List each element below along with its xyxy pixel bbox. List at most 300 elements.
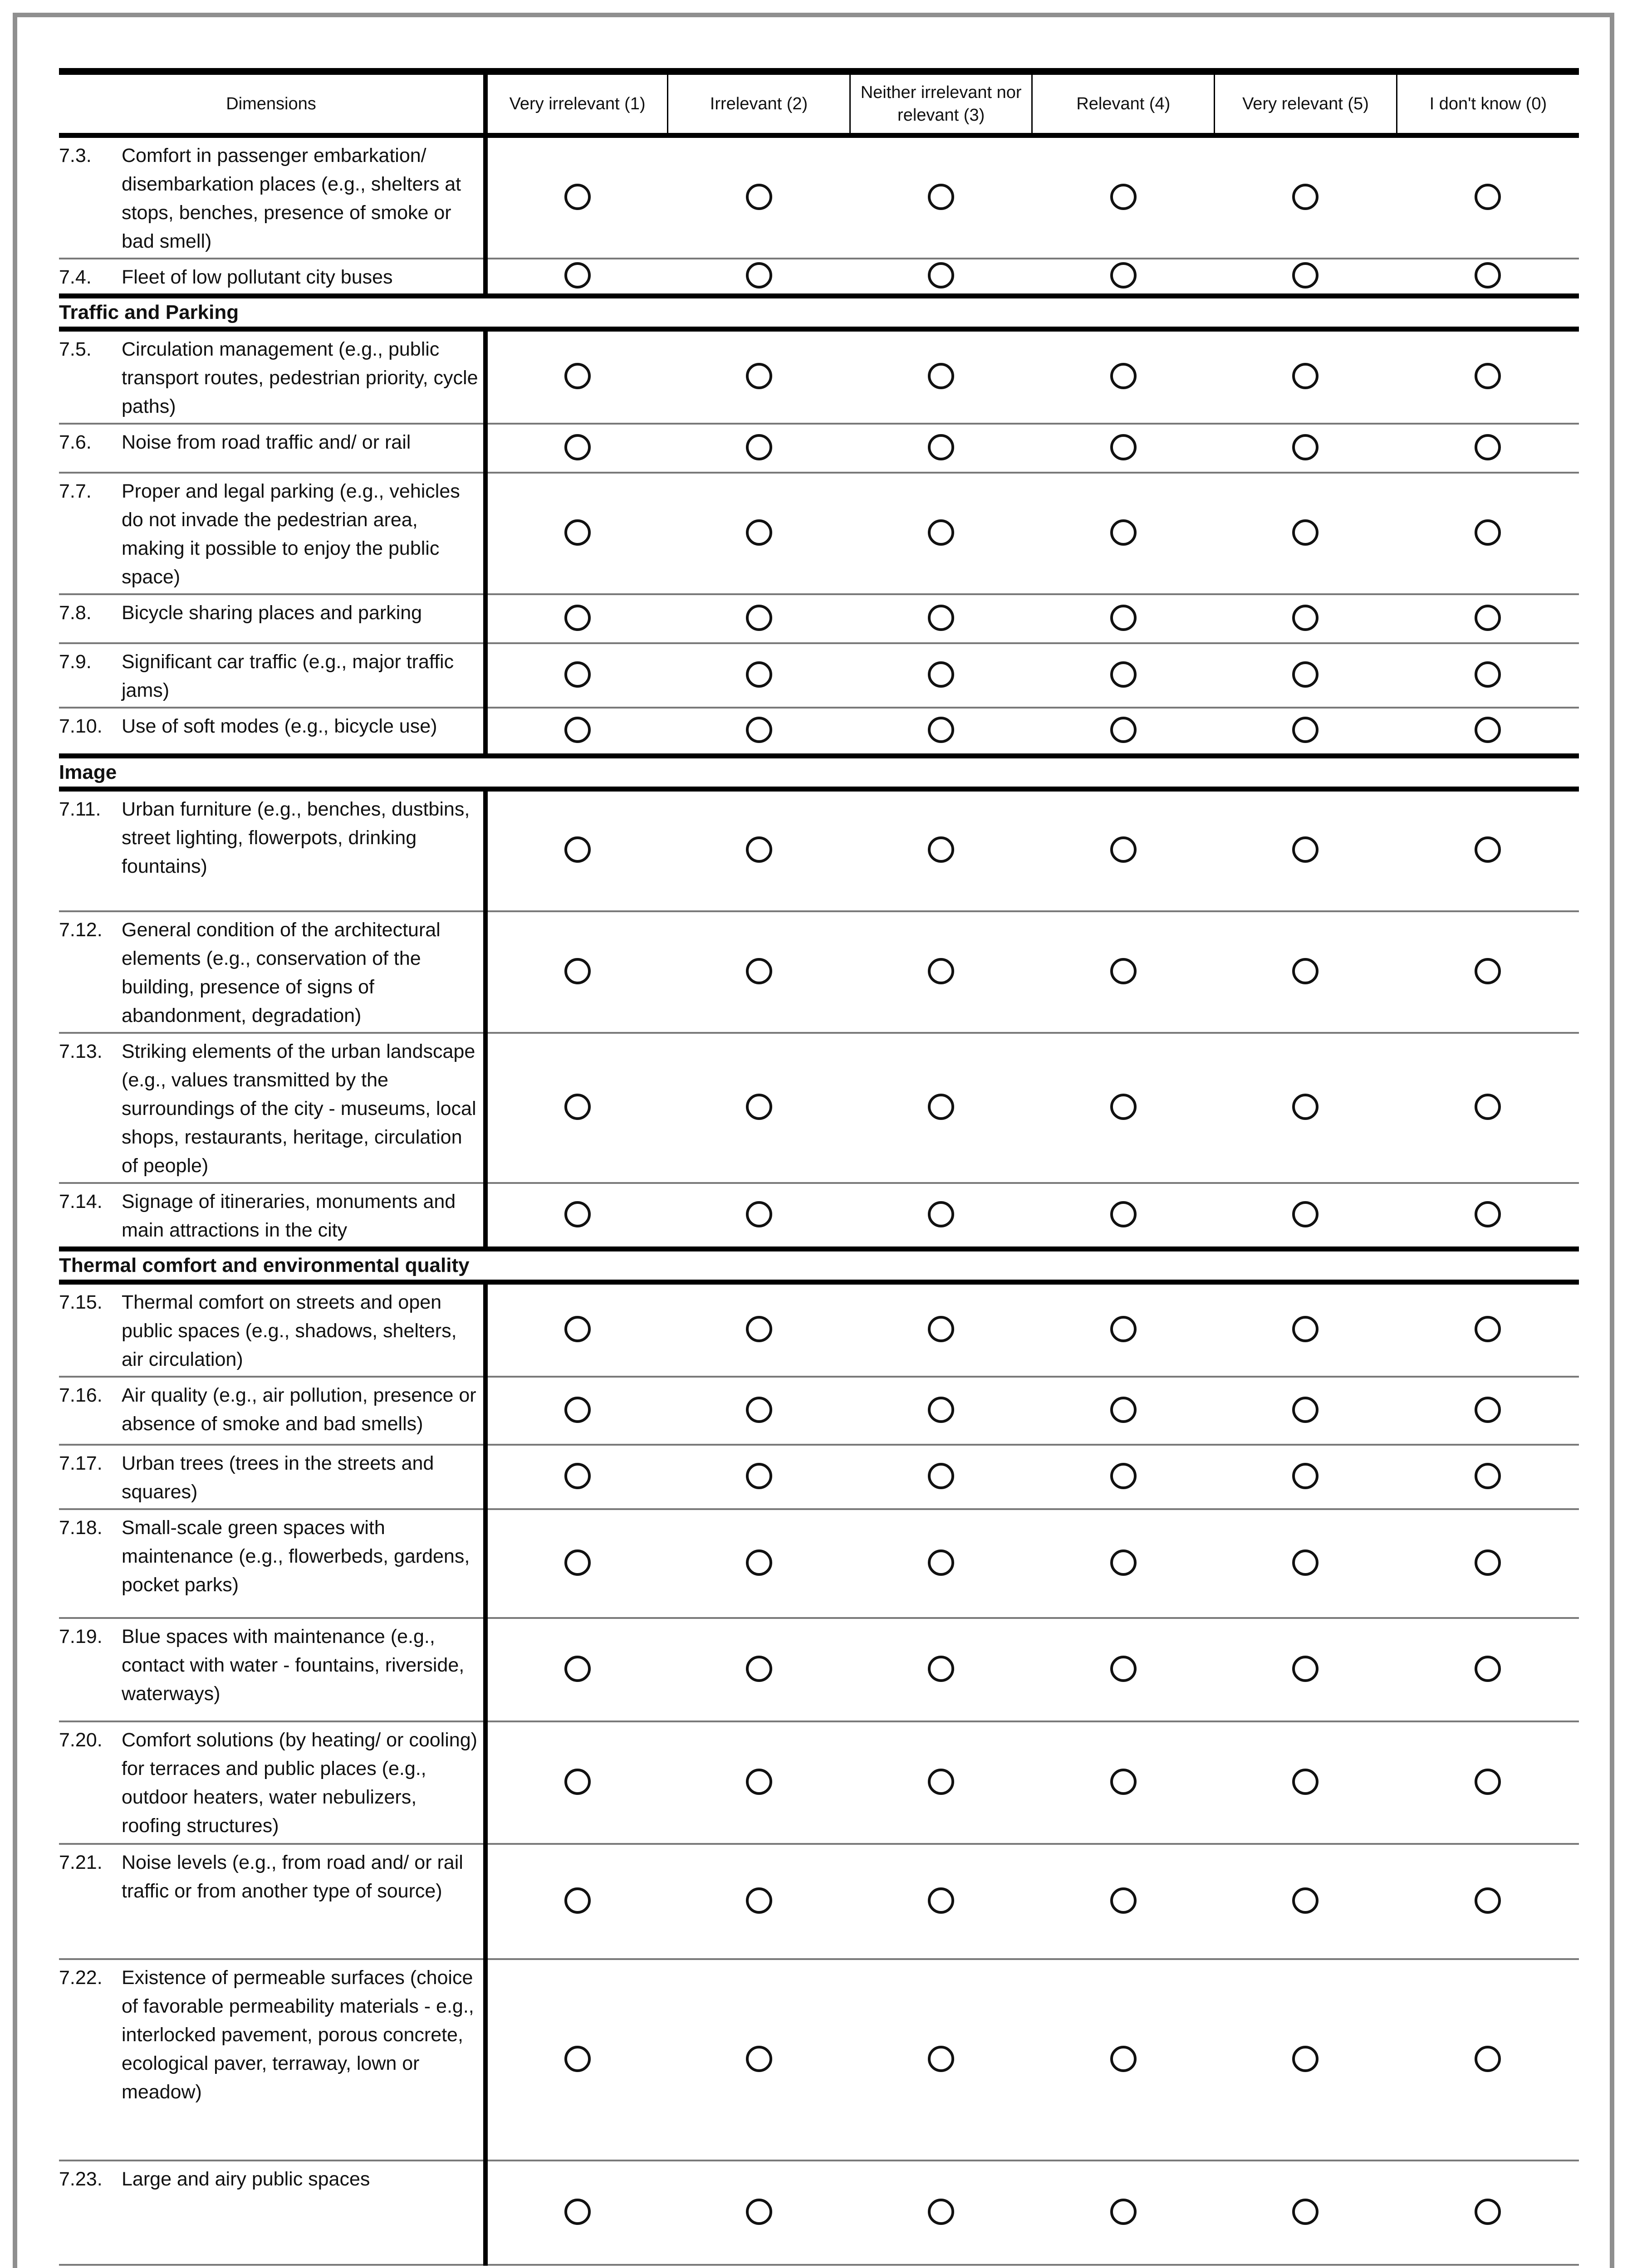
option-cell <box>1032 1959 1215 2160</box>
radio-relevant[interactable] <box>1110 184 1137 210</box>
option-cell <box>1397 136 1579 259</box>
radio-dont-know[interactable] <box>1475 1549 1501 1576</box>
item-text: General condition of the architectural elements (e.g., conservation of the building, presence of signs of abandonment, degradation) <box>122 919 441 1026</box>
item-number: 7.9. <box>59 651 92 673</box>
radio-neither[interactable] <box>928 1549 954 1576</box>
option-cell <box>668 789 850 911</box>
radio-very-relevant[interactable] <box>1292 836 1318 863</box>
radio-very-relevant[interactable] <box>1292 958 1318 984</box>
option-cell <box>1032 1033 1215 1183</box>
radio-irrelevant[interactable] <box>746 1549 772 1576</box>
table-row <box>59 911 1579 1033</box>
item-text: Striking elements of the urban landscape (e.g., values transmitted by the surroundings of the city - museums, local shops, restaurants, heritage, circulation of people) <box>122 1041 476 1177</box>
section-title: Thermal comfort and environmental quality <box>59 1249 1579 1282</box>
radio-irrelevant[interactable] <box>746 262 772 288</box>
item-cell <box>59 2160 485 2265</box>
radio-relevant[interactable] <box>1110 1549 1137 1576</box>
radio-neither[interactable] <box>928 363 954 389</box>
item-number: 7.14. <box>59 1191 103 1212</box>
option-cell <box>1032 1844 1215 1959</box>
radio-dont-know[interactable] <box>1475 836 1501 863</box>
radio-very-relevant[interactable] <box>1292 605 1318 631</box>
item-cell <box>59 1959 485 2160</box>
radio-very-relevant[interactable] <box>1292 1397 1318 1423</box>
radio-relevant[interactable] <box>1110 1769 1137 1795</box>
item-text: Urban furniture (e.g., benches, dustbins, street lighting, flowerpots, drinking fountains) <box>122 798 470 877</box>
table-row <box>59 329 1579 424</box>
option-cell <box>1032 1721 1215 1844</box>
item-text: Comfort solutions (by heating/ or cooling) for terraces and public places (e.g., outdoor heaters, water nebulizers, roofing structures) <box>122 1729 477 1837</box>
radio-very-irrelevant[interactable] <box>564 1316 591 1342</box>
radio-neither[interactable] <box>928 184 954 210</box>
table-row <box>59 1282 1579 1377</box>
option-cell <box>1215 329 1397 424</box>
option-header-dont-know: I don't know (0) <box>1397 72 1579 136</box>
option-cell <box>668 1618 850 1721</box>
option-cell <box>1215 1509 1397 1618</box>
item-number: 7.23. <box>59 2168 103 2190</box>
item-text: Thermal comfort on streets and open public spaces (e.g., shadows, shelters, air circulation) <box>122 1291 457 1370</box>
option-cell <box>485 1721 668 1844</box>
option-cell <box>1215 1844 1397 1959</box>
radio-dont-know[interactable] <box>1475 519 1501 546</box>
radio-dont-know[interactable] <box>1475 1094 1501 1120</box>
option-cell <box>485 136 668 259</box>
radio-relevant[interactable] <box>1110 836 1137 863</box>
radio-very-relevant[interactable] <box>1292 184 1318 210</box>
item-text: Existence of permeable surfaces (choice of favorable permeability materials - e.g., interlocked pavement, porous concrete, ecological paver, terraway, lown or meadow) <box>122 1967 474 2103</box>
item-text: Air quality (e.g., air pollution, presence or absence of smoke and bad smells) <box>122 1384 476 1435</box>
option-cell <box>1397 1618 1579 1721</box>
item-number: 7.3. <box>59 145 92 166</box>
item-number: 7.11. <box>59 798 101 820</box>
table-row <box>59 1959 1579 2160</box>
radio-very-relevant[interactable] <box>1292 2046 1318 2072</box>
radio-very-irrelevant[interactable] <box>564 605 591 631</box>
item-number: 7.5. <box>59 338 92 360</box>
item-cell <box>59 1445 485 1509</box>
option-cell <box>1032 594 1215 643</box>
radio-dont-know[interactable] <box>1475 434 1501 460</box>
section-title: Traffic and Parking <box>59 296 1579 329</box>
option-cell <box>485 329 668 424</box>
item-cell <box>59 424 485 473</box>
radio-dont-know[interactable] <box>1475 1201 1501 1227</box>
option-header-very-relevant: Very relevant (5) <box>1215 72 1397 136</box>
item-text: Small-scale green spaces with maintenance (e.g., flowerbeds, gardens, pocket parks) <box>122 1517 470 1596</box>
option-cell <box>1215 708 1397 756</box>
radio-dont-know[interactable] <box>1475 717 1501 743</box>
radio-very-irrelevant[interactable] <box>564 1656 591 1682</box>
option-cell <box>850 259 1032 296</box>
radio-dont-know[interactable] <box>1475 2046 1501 2072</box>
item-cell <box>59 136 485 259</box>
radio-irrelevant[interactable] <box>746 1656 772 1682</box>
option-cell <box>1032 708 1215 756</box>
radio-very-relevant[interactable] <box>1292 1887 1318 1914</box>
item-cell <box>59 329 485 424</box>
option-cell <box>1397 1282 1579 1377</box>
option-cell <box>850 2160 1032 2265</box>
option-cell <box>485 1959 668 2160</box>
radio-dont-know[interactable] <box>1475 262 1501 288</box>
item-text: Fleet of low pollutant city buses <box>122 266 393 288</box>
option-cell <box>1397 1445 1579 1509</box>
radio-neither[interactable] <box>928 1463 954 1489</box>
item-number: 7.4. <box>59 266 92 288</box>
item-number: 7.7. <box>59 480 92 502</box>
radio-very-irrelevant[interactable] <box>564 1397 591 1423</box>
table-row <box>59 1445 1579 1509</box>
radio-irrelevant[interactable] <box>746 836 772 863</box>
radio-neither[interactable] <box>928 1094 954 1120</box>
radio-dont-know[interactable] <box>1475 1463 1501 1489</box>
option-cell <box>485 473 668 594</box>
radio-neither[interactable] <box>928 434 954 460</box>
radio-irrelevant[interactable] <box>746 434 772 460</box>
item-text: Blue spaces with maintenance (e.g., contact with water - fountains, riverside, waterways) <box>122 1626 465 1705</box>
section-header-row <box>59 1249 1579 1282</box>
radio-relevant[interactable] <box>1110 262 1137 288</box>
option-cell <box>668 1377 850 1445</box>
option-cell <box>1215 911 1397 1033</box>
option-cell <box>1215 136 1397 259</box>
radio-dont-know[interactable] <box>1475 363 1501 389</box>
item-cell <box>59 708 485 756</box>
radio-neither[interactable] <box>928 1201 954 1227</box>
radio-dont-know[interactable] <box>1475 184 1501 210</box>
item-cell <box>59 1183 485 1249</box>
item-text: Large and airy public spaces <box>122 2168 370 2190</box>
radio-very-relevant[interactable] <box>1292 262 1318 288</box>
option-cell <box>1215 259 1397 296</box>
radio-dont-know[interactable] <box>1475 605 1501 631</box>
option-cell <box>485 1844 668 1959</box>
radio-relevant[interactable] <box>1110 1094 1137 1120</box>
option-cell <box>1215 2160 1397 2265</box>
item-cell <box>59 1033 485 1183</box>
option-cell <box>1397 643 1579 708</box>
radio-very-irrelevant[interactable] <box>564 1887 591 1914</box>
radio-irrelevant[interactable] <box>746 661 772 688</box>
table-row <box>59 1844 1579 1959</box>
option-cell <box>850 594 1032 643</box>
item-cell <box>59 789 485 911</box>
item-text: Bicycle sharing places and parking <box>122 602 422 624</box>
radio-very-irrelevant[interactable] <box>564 836 591 863</box>
dimensions-header: Dimensions <box>59 72 485 136</box>
option-cell <box>1397 473 1579 594</box>
item-cell <box>59 1618 485 1721</box>
radio-relevant[interactable] <box>1110 1463 1137 1489</box>
radio-relevant[interactable] <box>1110 661 1137 688</box>
radio-dont-know[interactable] <box>1475 1656 1501 1682</box>
option-cell <box>1397 1377 1579 1445</box>
radio-relevant[interactable] <box>1110 1397 1137 1423</box>
radio-relevant[interactable] <box>1110 2046 1137 2072</box>
option-cell <box>485 1282 668 1377</box>
option-cell <box>485 643 668 708</box>
option-cell <box>485 1183 668 1249</box>
radio-neither[interactable] <box>928 1316 954 1342</box>
option-cell <box>485 259 668 296</box>
radio-neither[interactable] <box>928 605 954 631</box>
radio-neither[interactable] <box>928 262 954 288</box>
option-cell <box>485 708 668 756</box>
radio-very-irrelevant[interactable] <box>564 1094 591 1120</box>
option-cell <box>1215 473 1397 594</box>
table-row <box>59 1509 1579 1618</box>
option-cell <box>850 424 1032 473</box>
radio-very-irrelevant[interactable] <box>564 1463 591 1489</box>
option-cell <box>668 473 850 594</box>
option-cell <box>668 911 850 1033</box>
option-cell <box>1397 2160 1579 2265</box>
item-text: Proper and legal parking (e.g., vehicles do not invade the pedestrian area, making it possible to enjoy the public space) <box>122 480 460 588</box>
option-cell <box>1215 1721 1397 1844</box>
radio-very-irrelevant[interactable] <box>564 2046 591 2072</box>
item-cell <box>59 1509 485 1618</box>
item-number: 7.13. <box>59 1041 103 1062</box>
option-cell <box>485 1445 668 1509</box>
radio-neither[interactable] <box>928 2199 954 2225</box>
radio-very-irrelevant[interactable] <box>564 434 591 460</box>
table-row <box>59 643 1579 708</box>
radio-irrelevant[interactable] <box>746 1316 772 1342</box>
option-cell <box>1397 1033 1579 1183</box>
option-cell <box>1215 594 1397 643</box>
option-cell <box>485 1033 668 1183</box>
radio-irrelevant[interactable] <box>746 1463 772 1489</box>
radio-very-irrelevant[interactable] <box>564 1549 591 1576</box>
radio-neither[interactable] <box>928 1397 954 1423</box>
item-text: Noise levels (e.g., from road and/ or rail traffic or from another type of source) <box>122 1852 463 1902</box>
table-header-row <box>59 72 1579 136</box>
option-cell <box>1032 259 1215 296</box>
radio-relevant[interactable] <box>1110 434 1137 460</box>
item-number: 7.19. <box>59 1626 103 1647</box>
option-cell <box>1397 1509 1579 1618</box>
radio-very-irrelevant[interactable] <box>564 661 591 688</box>
option-cell <box>1215 1033 1397 1183</box>
option-cell <box>1032 136 1215 259</box>
table-row <box>59 424 1579 473</box>
option-cell <box>485 1509 668 1618</box>
radio-relevant[interactable] <box>1110 717 1137 743</box>
radio-very-irrelevant[interactable] <box>564 1769 591 1795</box>
option-cell <box>1032 1183 1215 1249</box>
option-cell <box>1397 708 1579 756</box>
radio-relevant[interactable] <box>1110 1201 1137 1227</box>
item-cell <box>59 1844 485 1959</box>
radio-neither[interactable] <box>928 2046 954 2072</box>
option-cell <box>1397 329 1579 424</box>
radio-very-relevant[interactable] <box>1292 2199 1318 2225</box>
radio-very-relevant[interactable] <box>1292 363 1318 389</box>
radio-irrelevant[interactable] <box>746 1769 772 1795</box>
table-row <box>59 594 1579 643</box>
option-cell <box>668 424 850 473</box>
radio-very-irrelevant[interactable] <box>564 717 591 743</box>
radio-irrelevant[interactable] <box>746 2199 772 2225</box>
option-cell <box>1215 1377 1397 1445</box>
item-text: Circulation management (e.g., public transport routes, pedestrian priority, cycle paths) <box>122 338 478 417</box>
radio-relevant[interactable] <box>1110 2199 1137 2225</box>
item-number: 7.6. <box>59 431 92 453</box>
radio-very-relevant[interactable] <box>1292 661 1318 688</box>
option-cell <box>1215 424 1397 473</box>
option-cell <box>485 1618 668 1721</box>
item-text: Urban trees (trees in the streets and squares) <box>122 1452 434 1503</box>
option-cell <box>1032 643 1215 708</box>
radio-irrelevant[interactable] <box>746 184 772 210</box>
option-cell <box>1032 789 1215 911</box>
item-number: 7.22. <box>59 1967 103 1989</box>
radio-neither[interactable] <box>928 661 954 688</box>
radio-dont-know[interactable] <box>1475 1769 1501 1795</box>
table-row <box>59 259 1579 296</box>
option-cell <box>850 1377 1032 1445</box>
option-cell <box>850 911 1032 1033</box>
radio-dont-know[interactable] <box>1475 661 1501 688</box>
item-cell <box>59 1282 485 1377</box>
radio-neither[interactable] <box>928 958 954 984</box>
option-cell <box>1215 1445 1397 1509</box>
radio-very-irrelevant[interactable] <box>564 262 591 288</box>
radio-relevant[interactable] <box>1110 605 1137 631</box>
option-cell <box>850 1183 1032 1249</box>
table-row <box>59 1183 1579 1249</box>
option-cell <box>668 1282 850 1377</box>
radio-relevant[interactable] <box>1110 1656 1137 1682</box>
radio-relevant[interactable] <box>1110 1316 1137 1342</box>
item-number: 7.16. <box>59 1384 103 1406</box>
option-cell <box>850 1959 1032 2160</box>
radio-dont-know[interactable] <box>1475 1397 1501 1423</box>
item-number: 7.8. <box>59 602 92 624</box>
radio-very-relevant[interactable] <box>1292 1094 1318 1120</box>
radio-very-relevant[interactable] <box>1292 1769 1318 1795</box>
radio-irrelevant[interactable] <box>746 519 772 546</box>
radio-very-relevant[interactable] <box>1292 717 1318 743</box>
table-row <box>59 708 1579 756</box>
item-text: Signage of itineraries, monuments and main attractions in the city <box>122 1191 456 1241</box>
radio-dont-know[interactable] <box>1475 1316 1501 1342</box>
option-cell <box>1032 1445 1215 1509</box>
option-header-irrelevant: Irrelevant (2) <box>668 72 850 136</box>
table-row <box>59 2160 1579 2265</box>
radio-irrelevant[interactable] <box>746 717 772 743</box>
radio-neither[interactable] <box>928 1769 954 1795</box>
item-number: 7.18. <box>59 1517 103 1539</box>
option-cell <box>850 1721 1032 1844</box>
radio-very-irrelevant[interactable] <box>564 363 591 389</box>
radio-very-relevant[interactable] <box>1292 1316 1318 1342</box>
radio-relevant[interactable] <box>1110 958 1137 984</box>
option-cell <box>485 424 668 473</box>
option-cell <box>1397 594 1579 643</box>
option-cell <box>850 1033 1032 1183</box>
radio-dont-know[interactable] <box>1475 2199 1501 2225</box>
option-cell <box>1397 789 1579 911</box>
table-row <box>59 1721 1579 1844</box>
relevance-survey-table <box>59 68 1579 2266</box>
item-text: Comfort in passenger embarkation/ disembarkation places (e.g., shelters at stops, benches, presence of smoke or bad smell) <box>122 145 461 252</box>
option-cell <box>850 1445 1032 1509</box>
radio-irrelevant[interactable] <box>746 605 772 631</box>
option-cell <box>668 1844 850 1959</box>
radio-irrelevant[interactable] <box>746 1397 772 1423</box>
radio-irrelevant[interactable] <box>746 1201 772 1227</box>
option-header-neither: Neither irrelevant nor relevant (3) <box>850 72 1032 136</box>
radio-irrelevant[interactable] <box>746 2046 772 2072</box>
radio-very-relevant[interactable] <box>1292 519 1318 546</box>
option-cell <box>1032 473 1215 594</box>
radio-very-irrelevant[interactable] <box>564 184 591 210</box>
option-cell <box>1397 1721 1579 1844</box>
radio-neither[interactable] <box>928 1656 954 1682</box>
radio-very-relevant[interactable] <box>1292 1549 1318 1576</box>
option-cell <box>485 911 668 1033</box>
option-cell <box>668 136 850 259</box>
table-row <box>59 1618 1579 1721</box>
item-number: 7.15. <box>59 1291 103 1313</box>
option-cell <box>1397 424 1579 473</box>
radio-very-irrelevant[interactable] <box>564 519 591 546</box>
radio-neither[interactable] <box>928 836 954 863</box>
radio-very-relevant[interactable] <box>1292 434 1318 460</box>
radio-neither[interactable] <box>928 717 954 743</box>
radio-irrelevant[interactable] <box>746 958 772 984</box>
option-cell <box>485 594 668 643</box>
radio-relevant[interactable] <box>1110 363 1137 389</box>
radio-very-relevant[interactable] <box>1292 1656 1318 1682</box>
item-number: 7.21. <box>59 1852 103 1873</box>
radio-irrelevant[interactable] <box>746 363 772 389</box>
option-cell <box>1215 789 1397 911</box>
option-cell <box>668 1033 850 1183</box>
option-cell <box>1032 1282 1215 1377</box>
option-cell <box>668 1183 850 1249</box>
radio-very-relevant[interactable] <box>1292 1463 1318 1489</box>
radio-relevant[interactable] <box>1110 519 1137 546</box>
option-cell <box>850 789 1032 911</box>
section-header-row <box>59 296 1579 329</box>
option-cell <box>485 1377 668 1445</box>
item-cell <box>59 1721 485 1844</box>
radio-irrelevant[interactable] <box>746 1887 772 1914</box>
option-cell <box>1215 1959 1397 2160</box>
radio-dont-know[interactable] <box>1475 958 1501 984</box>
survey-body <box>59 136 1579 2265</box>
radio-irrelevant[interactable] <box>746 1094 772 1120</box>
table-row <box>59 136 1579 259</box>
radio-very-relevant[interactable] <box>1292 1201 1318 1227</box>
radio-neither[interactable] <box>928 1887 954 1914</box>
radio-very-irrelevant[interactable] <box>564 1201 591 1227</box>
radio-relevant[interactable] <box>1110 1887 1137 1914</box>
option-cell <box>850 1509 1032 1618</box>
radio-neither[interactable] <box>928 519 954 546</box>
option-header-relevant: Relevant (4) <box>1032 72 1215 136</box>
radio-very-irrelevant[interactable] <box>564 2199 591 2225</box>
item-text: Significant car traffic (e.g., major traffic jams) <box>122 651 454 701</box>
radio-very-irrelevant[interactable] <box>564 958 591 984</box>
option-cell <box>668 2160 850 2265</box>
radio-dont-know[interactable] <box>1475 1887 1501 1914</box>
option-cell <box>850 1618 1032 1721</box>
option-cell <box>668 329 850 424</box>
